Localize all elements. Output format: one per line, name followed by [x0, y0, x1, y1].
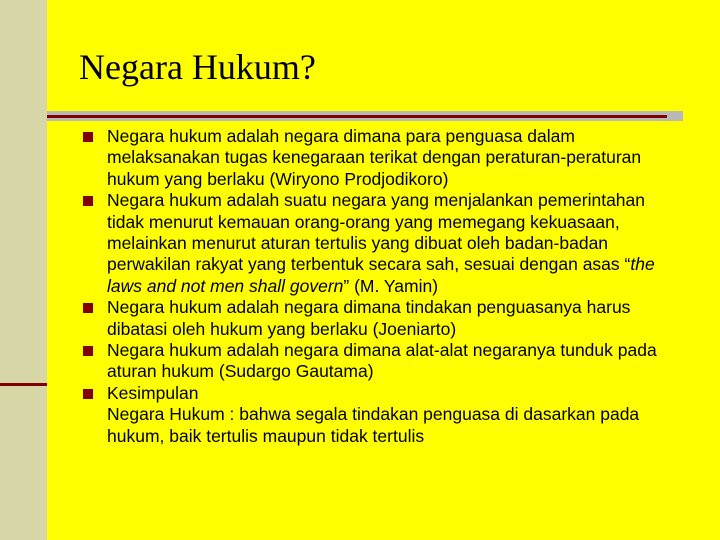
square-bullet-icon	[83, 346, 93, 356]
bullet-list	[81, 126, 671, 447]
list-item-text: Negara hukum adalah negara dimana tindakan penguasanya harus dibatasi oleh hukum yang berlaku (Joeniarto)	[107, 297, 631, 339]
list-item	[81, 383, 671, 447]
title-underline	[47, 115, 667, 118]
list-item	[81, 126, 671, 190]
list-item	[81, 297, 671, 340]
list-item-text-part: Negara hukum adalah suatu negara yang menjalankan pemerintahan tidak menurut kemauan orang-orang yang memegang kekuasaan, melainkan menurut aturan tertulis yang dibuat oleh badan-badan perwakilan rakyat yang terbentuk secara sah, sesuai dengan asas “	[107, 190, 646, 275]
list-item-text: Negara hukum adalah negara dimana para penguasa dalam melaksanakan tugas kenegaraan terikat dengan peraturan-peraturan hukum yang berlaku (Wiryono Prodjodikoro)	[107, 126, 642, 189]
list-item	[81, 190, 671, 297]
conclusion-text: Negara Hukum : bahwa segala tindakan penguasa di dasarkan pada hukum, baik tertulis maupun tidak tertulis	[107, 404, 640, 446]
list-item-text: Negara hukum adalah negara dimana alat-alat negaranya tunduk pada aturan hukum (Sudargo Gautama)	[107, 340, 657, 382]
list-item-text: Kesimpulan	[107, 382, 199, 403]
square-bullet-icon	[83, 303, 93, 313]
list-item-text-part: ” (M. Yamin)	[343, 275, 439, 296]
square-bullet-icon	[83, 132, 93, 142]
slide-title: Negara Hukum?	[79, 47, 316, 87]
list-item	[81, 340, 671, 383]
list-item-text	[107, 190, 671, 297]
quoted-principle: the laws and not men shall govern	[107, 254, 655, 296]
square-bullet-icon	[83, 196, 93, 206]
left-decorative-band	[0, 0, 47, 540]
square-bullet-icon	[83, 389, 93, 399]
left-band-rule	[0, 383, 47, 386]
